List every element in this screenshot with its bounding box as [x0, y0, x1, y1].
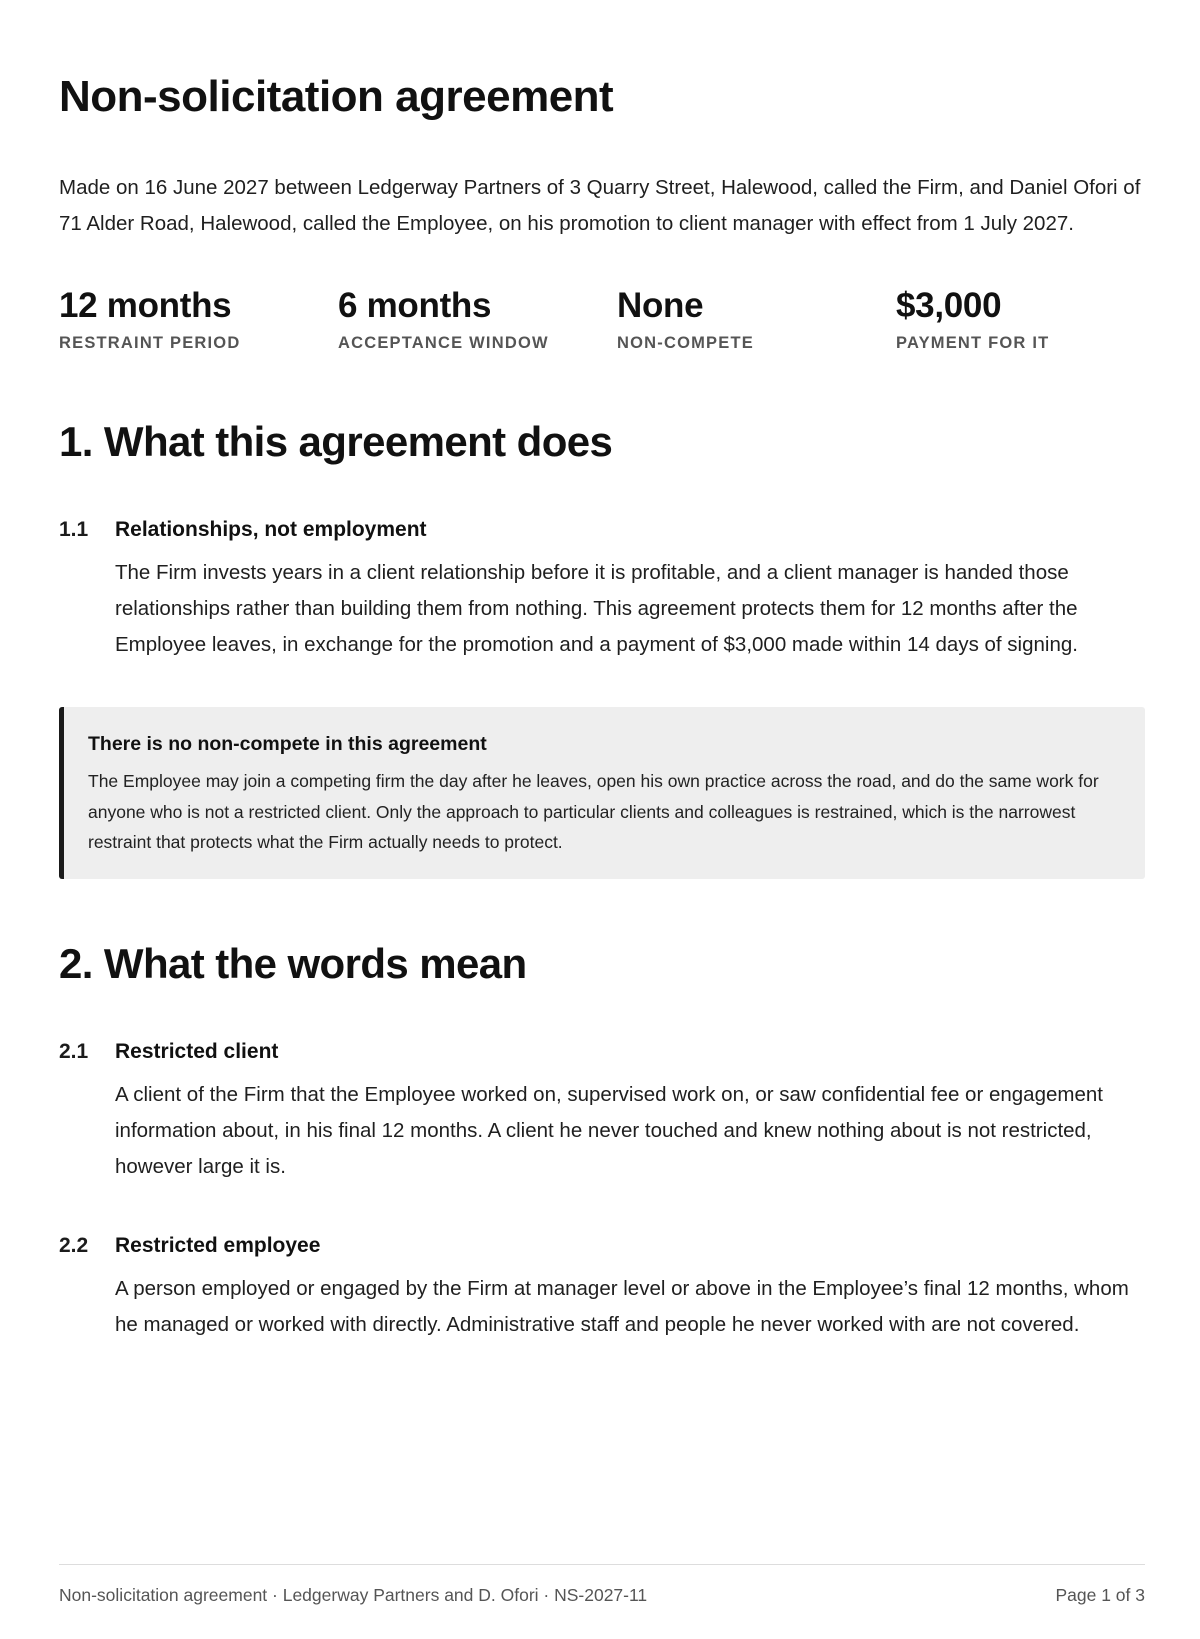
clause-title: Restricted client [115, 1040, 279, 1063]
callout-box [59, 707, 1145, 879]
stat-label: PAYMENT FOR IT [896, 334, 1050, 352]
stat-payment [896, 284, 1156, 353]
page-number: Page 1 of 3 [1055, 1585, 1145, 1605]
clause-title: Relationships, not employment [115, 518, 427, 541]
clause-body: A person employed or engaged by the Firm at manager level or above in the Employee’s final 12 months, whom he managed or worked with directly. Administrative staff and people he never worked with are not covered. [115, 1277, 1129, 1336]
footer-divider [59, 1564, 1145, 1565]
stat-label: RESTRAINT PERIOD [59, 334, 241, 352]
stat-non-compete [617, 284, 877, 353]
clause-title: Restricted employee [115, 1234, 321, 1257]
document-title: Non-solicitation agreement [59, 72, 614, 121]
clause-body: The Firm invests years in a client relationship before it is profitable, and a client manager is handed those relationships rather than building them from nothing. This agreement protects them for 12 months after the Employee leaves, in exchange for the promotion and a payment of $3,000 made within 14 days of signing. [115, 561, 1078, 656]
stat-value: 6 months [338, 286, 492, 325]
callout-title: There is no non-compete in this agreement [88, 733, 487, 755]
footer-reference: Non-solicitation agreement · Ledgerway Partners and D. Ofori · NS-2027-11 [59, 1585, 648, 1605]
stat-value: None [617, 286, 704, 325]
stat-restraint-period [59, 284, 319, 353]
callout-body: The Employee may join a competing firm the day after he leaves, open his own practice across the road, and do the same work for anyone who is not a restricted client. Only the approach to particular clients and colleagues is restrained, which is the narrowest restraint that protects what the Firm actually needs to protect. [88, 771, 1099, 852]
stat-value: $3,000 [896, 286, 1002, 325]
document-page [59, 0, 1145, 1639]
clause-body: A client of the Firm that the Employee worked on, supervised work on, or saw confidential fee or engagement information about, in his final 12 months. A client he never touched and knew nothing about is not restricted, however large it is. [115, 1083, 1103, 1178]
key-terms-summary [59, 284, 1145, 364]
clause-number: 2.1 [59, 1040, 89, 1063]
clause-number: 1.1 [59, 518, 89, 541]
stat-acceptance-window [338, 284, 598, 353]
section-heading-1: 1. What this agreement does [59, 418, 613, 465]
section-heading-2: 2. What the words mean [59, 940, 527, 987]
stat-value: 12 months [59, 286, 232, 325]
clause-number: 2.2 [59, 1234, 89, 1257]
intro-paragraph: Made on 16 June 2027 between Ledgerway Partners of 3 Quarry Street, Halewood, called the Firm, and Daniel Ofori of 71 Alder Road, Halewood, called the Employee, on his promotion to client manager with effect from 1 July 2027. [59, 176, 1141, 235]
stat-label: ACCEPTANCE WINDOW [338, 334, 549, 352]
stat-label: NON-COMPETE [617, 334, 754, 352]
